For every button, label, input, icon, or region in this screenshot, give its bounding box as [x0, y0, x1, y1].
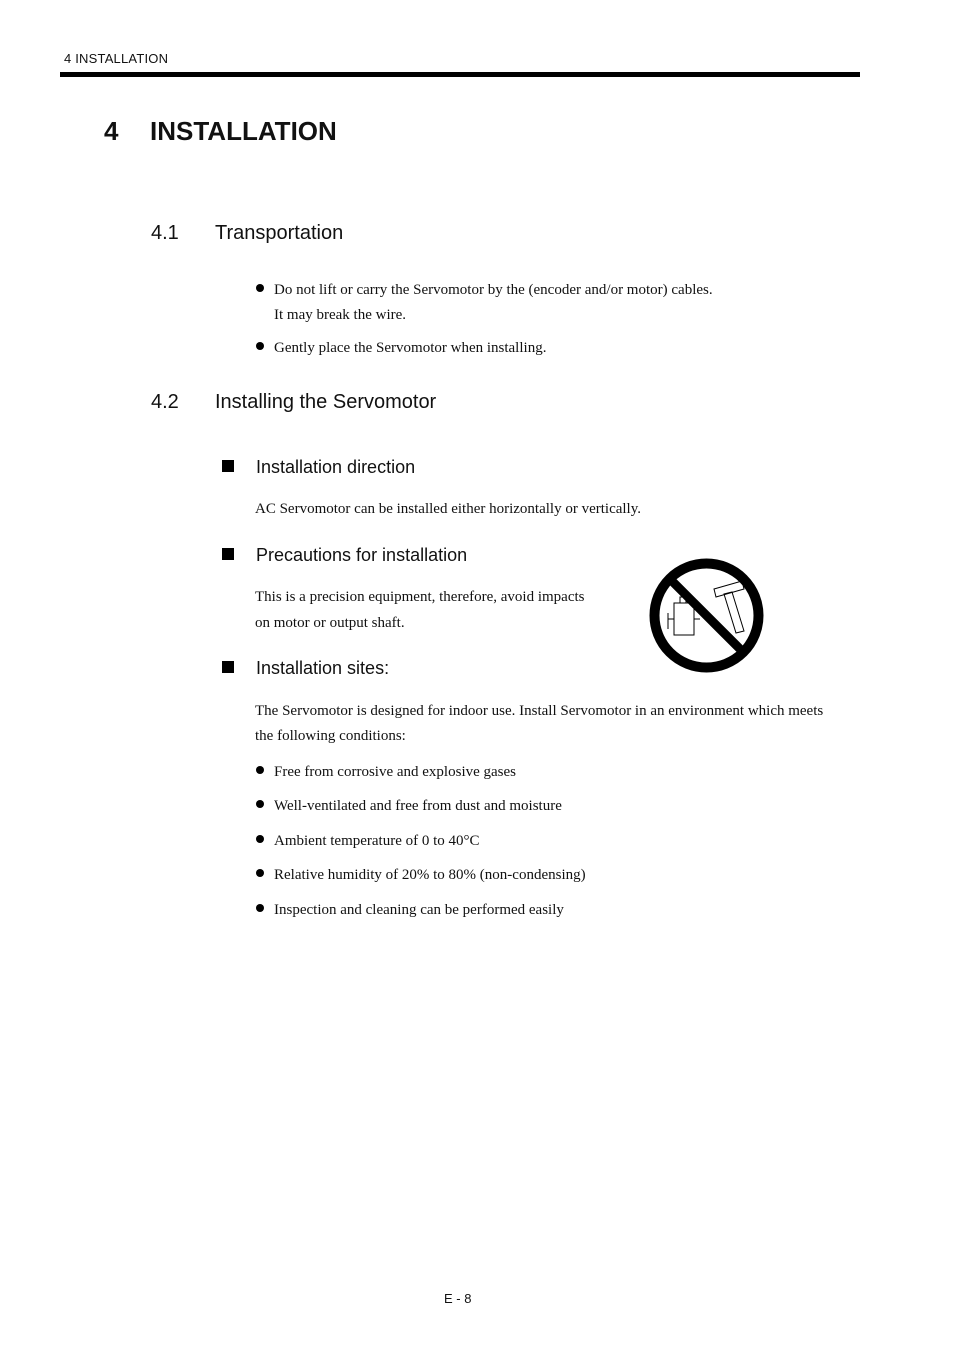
- section-number: 4.1: [151, 222, 179, 244]
- paragraph-line: This is a precision equipment, therefore, avoid impacts: [255, 589, 585, 605]
- list-item-text: Gently place the Servomotor when installing.: [274, 340, 547, 356]
- list-item-text: Free from corrosive and explosive gases: [274, 764, 517, 780]
- section-title: Installing the Servomotor: [215, 391, 437, 413]
- no-impact-hammer-icon: [648, 557, 765, 674]
- square-bullet-icon: [222, 460, 234, 472]
- section-number: 4.2: [151, 391, 179, 413]
- section-heading-transportation: [151, 222, 343, 245]
- square-bullet-icon: [222, 661, 234, 673]
- chapter-title-text: INSTALLATION: [150, 116, 337, 146]
- bullet-icon: [256, 342, 264, 350]
- list-item-text: Well-ventilated and free from dust and moisture: [274, 798, 562, 814]
- bullet-icon: [256, 904, 264, 912]
- bullet-icon: [256, 869, 264, 877]
- section-title: Transportation: [215, 222, 344, 244]
- list-item-text: Ambient temperature of 0 to 40°C: [274, 833, 480, 849]
- chapter-title: [104, 116, 337, 147]
- subheading-installation-direction: [222, 457, 415, 478]
- subheading-text: Installation direction: [256, 457, 416, 477]
- list-item-text: Relative humidity of 20% to 80% (non-condensing): [274, 867, 586, 883]
- list-item: [256, 796, 562, 816]
- subheading-text: Precautions for installation: [256, 545, 468, 565]
- running-header: 4 INSTALLATION: [64, 51, 169, 66]
- list-item: [256, 900, 564, 920]
- subheading-installation-sites: [222, 658, 389, 679]
- bullet-icon: [256, 284, 264, 292]
- list-item: [256, 762, 516, 782]
- paragraph: AC Servomotor can be installed either horizontally or vertically.: [255, 501, 641, 517]
- list-item-text: Inspection and cleaning can be performed easily: [274, 902, 564, 918]
- list-item: [256, 831, 480, 851]
- paragraph-line: on motor or output shaft.: [255, 615, 405, 631]
- list-item-text: Do not lift or carry the Servomotor by the (encoder and/or motor) cables.: [274, 282, 713, 298]
- bullet-icon: [256, 835, 264, 843]
- paragraph: [255, 699, 823, 749]
- list-item: [256, 338, 546, 358]
- bullet-icon: [256, 766, 264, 774]
- list-item: [256, 278, 713, 328]
- subheading-precautions: [222, 545, 467, 566]
- list-item-continuation: It may break the wire.: [274, 307, 407, 323]
- header-rule: [60, 72, 860, 77]
- subheading-text: Installation sites:: [256, 658, 390, 678]
- bullet-icon: [256, 800, 264, 808]
- chapter-number: 4: [104, 116, 119, 146]
- list-item: [256, 865, 586, 885]
- section-heading-installing: [151, 391, 436, 414]
- paragraph-line: the following conditions:: [255, 728, 406, 744]
- paragraph-line: The Servomotor is designed for indoor use. Install Servomotor in an environment which meets: [255, 703, 824, 719]
- square-bullet-icon: [222, 548, 234, 560]
- paragraph: [255, 585, 625, 636]
- page-number: E - 8: [444, 1291, 472, 1306]
